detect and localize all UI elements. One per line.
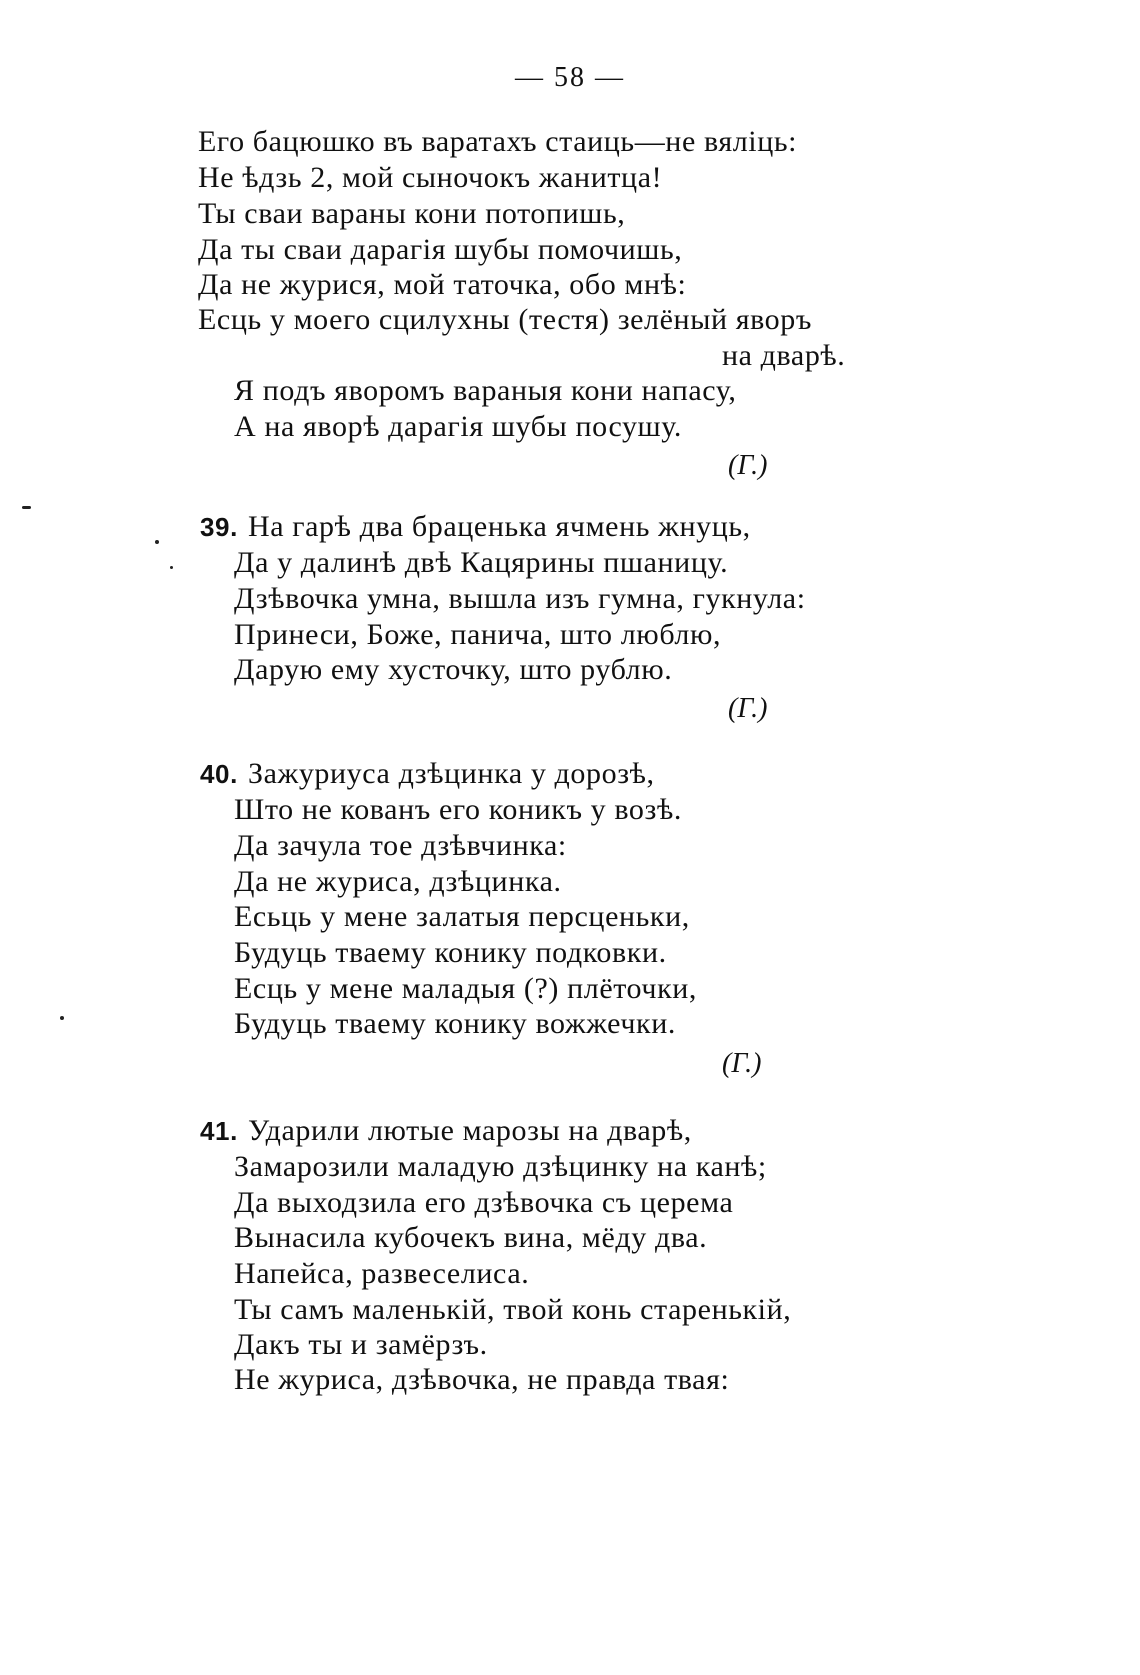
verse-line: Ты самъ маленькій, твой конь старенькій, bbox=[234, 1293, 792, 1326]
scan-speck bbox=[22, 506, 31, 509]
verse-line: Да не журися, мой таточка, обо мнѣ: bbox=[198, 268, 687, 301]
scan-speck bbox=[170, 566, 173, 569]
page-number: — 58 — bbox=[515, 62, 625, 93]
verse-line: Ударили лютые марозы на дварѣ, bbox=[247, 1114, 692, 1147]
verse-line: Не журиса, дзѣвочка, не правда твая: bbox=[234, 1363, 730, 1396]
verse-line: Да выходзила его дзѣвочка съ церема bbox=[234, 1186, 734, 1219]
song-number: 40. bbox=[200, 759, 238, 789]
scan-speck bbox=[60, 1016, 64, 1020]
verse-line: Есць у мене маладыя (?) плёточки, bbox=[234, 972, 698, 1005]
verse-line: Што не кованъ его коникъ у возѣ. bbox=[234, 793, 682, 826]
verse-line: Да зачула тое дзѣвчинка: bbox=[234, 829, 567, 862]
verse-line: Будуць тваему конику вожжечки. bbox=[234, 1007, 676, 1040]
verse-line: Его бацюшко въ варатахъ стаиць—не вяліць: bbox=[198, 125, 798, 158]
song-first-line bbox=[200, 509, 751, 545]
song-number: 39. bbox=[200, 512, 238, 542]
verse-line: Будуць тваему конику подковки. bbox=[234, 936, 667, 969]
scan-speck bbox=[155, 540, 159, 544]
verse-line: на дварѣ. bbox=[722, 339, 846, 372]
verse-line: Дзѣвочка умна, вышла изъ гумна, гукнула: bbox=[234, 582, 806, 615]
song-first-line bbox=[200, 1113, 692, 1149]
verse-line: Вынасила кубочекъ вина, мёду два. bbox=[234, 1221, 708, 1254]
song-first-line bbox=[200, 756, 655, 792]
verse-line: Есць у моего сцилухны (тестя) зелёный яворъ bbox=[198, 303, 812, 336]
verse-line: Дакъ ты и замёрзъ. bbox=[234, 1328, 488, 1361]
song-number: 41. bbox=[200, 1116, 238, 1146]
source-note: (Г.) bbox=[722, 1048, 762, 1079]
verse-line: На гарѣ два браценька ячмень жнуць, bbox=[247, 510, 751, 543]
verse-line: Да у далинѣ двѣ Кацярины пшаницу. bbox=[234, 546, 729, 579]
verse-line: Принеси, Боже, панича, што люблю, bbox=[234, 618, 722, 651]
verse-line: Да не журиса, дзѣцинка. bbox=[234, 865, 562, 898]
source-note: (Г.) bbox=[728, 693, 768, 724]
verse-line: Не ѣдзь 2, мой сыночокъ жанитца! bbox=[198, 161, 663, 194]
verse-line: А на яворѣ дарагія шубы посушу. bbox=[234, 410, 682, 443]
verse-line: Напейса, развеселиса. bbox=[234, 1257, 530, 1290]
verse-line: Да ты сваи дарагія шубы помочишь, bbox=[198, 233, 683, 266]
verse-line: Ты сваи вараны кони потопишь, bbox=[198, 197, 626, 230]
verse-line: Зажуриуса дзѣцинка у дорозѣ, bbox=[247, 757, 655, 790]
verse-line: Дарую ему хусточку, што рублю. bbox=[234, 653, 673, 686]
verse-line: Замарозили маладую дзѣцинку на канѣ; bbox=[234, 1150, 767, 1183]
source-note: (Г.) bbox=[728, 450, 768, 481]
verse-line: Я подъ яворомъ вараныя кони напасу, bbox=[234, 374, 737, 407]
verse-line: Есьць у мене залатыя персценьки, bbox=[234, 900, 690, 933]
